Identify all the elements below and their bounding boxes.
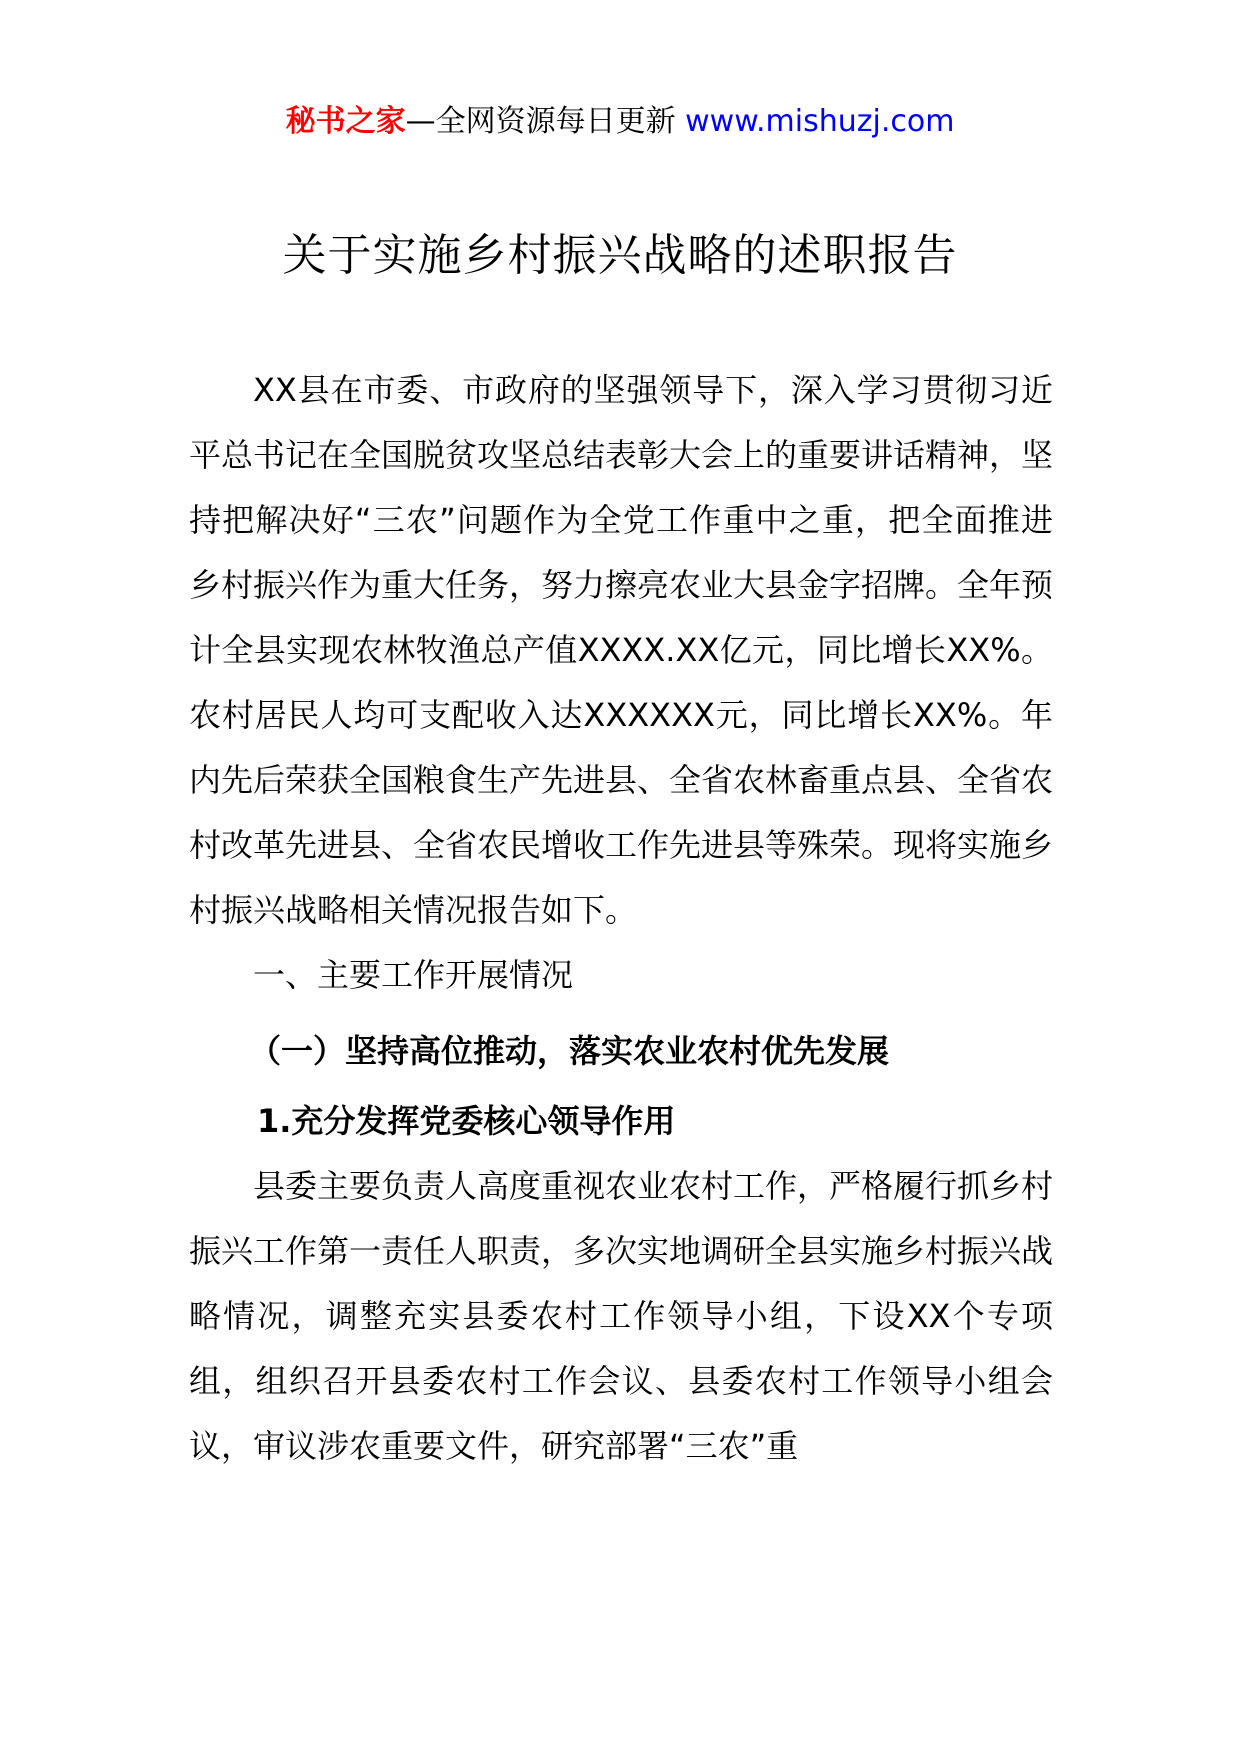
site-header — [0, 100, 1240, 144]
site-brand: 秘书之家 — [285, 104, 406, 139]
document-body — [189, 358, 1053, 1479]
site-tagline: —全网资源每日更新 — [405, 104, 676, 139]
document-title: 关于实施乡村振兴战略的述职报告 — [282, 230, 958, 281]
site-url-link[interactable]: www.mishuzj.com — [685, 104, 955, 139]
section-heading: 一、主要工作开展情况 — [253, 956, 574, 994]
subsection-heading: （一）坚持高位推动，落实农业农村优先发展 — [249, 1032, 890, 1070]
item-paragraph: 县委主要负责人高度重视农业农村工作，严格履行抓乡村振兴工作第一责任人职责，多次实地调研全县实施乡村振兴战略情况，调整充实县委农村工作领导小组，下设XX个专项组，组织召开县委农村工作会议、县委农村工作领导小组会议，审议涉农重要文件，研究部署“三农”重 — [189, 1167, 1054, 1465]
intro-paragraph: XX县在市委、市政府的坚强领导下，深入学习贯彻习近平总书记在全国脱贫攻坚总结表彰大会上的重要讲话精神，坚持把解决好“三农”问题作为全党工作重中之重，把全面推进乡村振兴作为重大任务，努力擦亮农业大县金字招牌。全年预计全县实现农林牧渔总产值XXXX.XX亿元，同比增长XX%。农村居民人均可支配收入达XXXXXX元，同比增长XX%。年内先后荣获全国粮食生产先进县、全省农林畜重点县、全省农村改革先进县、全省农民增收工作先进县等殊荣。现将实施乡村振兴战略相关情况报告如下。 — [189, 371, 1054, 929]
item-heading: 1.充分发挥党委核心领导作用 — [257, 1102, 676, 1140]
